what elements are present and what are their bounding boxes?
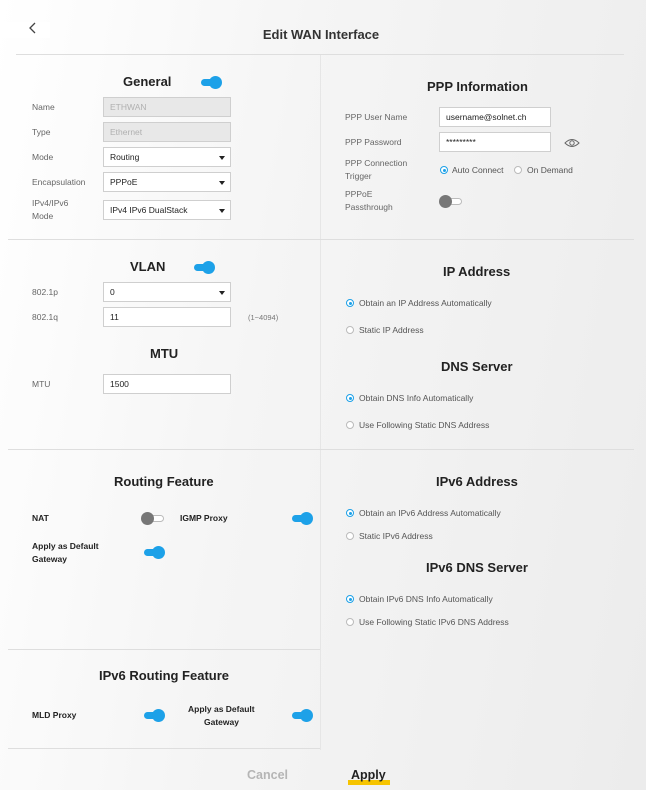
vlan-8021q-label: 802.1q [32,312,58,322]
default-gateway-toggle[interactable] [141,546,165,559]
ip-mode-label-1: IPv4/IPv6 [32,198,69,208]
ip-static-radio[interactable] [346,326,354,334]
vlan-8021q-hint: (1~4094) [248,313,279,322]
mode-label: Mode [32,152,54,162]
dns-title: DNS Server [441,359,513,374]
general-title: General [123,74,172,89]
ipv6-default-gateway-label-1: Apply as Default [188,704,255,714]
type-field[interactable]: Ethernet [103,122,231,142]
mtu-title: MTU [150,346,179,361]
encapsulation-label: Encapsulation [32,177,86,187]
ipv6-dns-auto-radio[interactable] [346,595,354,603]
ipv6-auto-radio[interactable] [346,509,354,517]
caret-down-icon [219,181,225,185]
divider-vlan [8,449,634,450]
ipv6-dns-auto-label: Obtain IPv6 DNS Info Automatically [359,594,493,604]
ipv6-auto-label: Obtain an IPv6 Address Automatically [359,508,501,518]
default-gateway-label-1: Apply as Default [32,541,99,551]
ipv6-address-title: IPv6 Address [436,474,518,489]
vlan-8021p-select[interactable] [103,282,231,302]
ppp-password-label: PPP Password [345,137,402,147]
vlan-8021p-label: 802.1p [32,287,58,297]
pppoe-passthrough-label-2: Passthrough [345,202,393,212]
ppp-user-label: PPP User Name [345,112,408,122]
mld-proxy-toggle[interactable] [141,709,165,722]
dns-static-radio[interactable] [346,421,354,429]
vlan-8021p-select-value: 0 [110,287,115,297]
igmp-proxy-toggle[interactable] [289,512,313,525]
ppp-trigger-label-2: Trigger [345,171,372,181]
ppp-title: PPP Information [427,79,528,94]
mtu-label: MTU [32,379,51,389]
nat-toggle[interactable] [141,512,165,525]
auto-connect-radio[interactable] [440,166,448,174]
general-toggle[interactable] [198,76,222,89]
mode-select[interactable] [103,147,231,167]
on-demand-radio[interactable] [514,166,522,174]
pppoe-passthrough-label-1: PPPoE [345,189,373,199]
dns-static-label: Use Following Static DNS Address [359,420,490,430]
default-gateway-label-2: Gateway [32,554,67,564]
name-field[interactable]: ETHWAN [103,97,231,117]
mode-select-value: Routing [110,152,140,162]
caret-down-icon [219,291,225,295]
type-label: Type [32,127,51,137]
ip-static-label: Static IP Address [359,325,424,335]
on-demand-label: On Demand [527,165,573,175]
ip-auto-label: Obtain an IP Address Automatically [359,298,492,308]
ipv6-dns-title: IPv6 DNS Server [426,560,528,575]
ip-address-title: IP Address [443,264,511,279]
dns-auto-label: Obtain DNS Info Automatically [359,393,474,403]
caret-down-icon [219,209,225,213]
ipv6-static-radio[interactable] [346,532,354,540]
divider-bottom [8,748,320,749]
ipv6-dns-static-label: Use Following Static IPv6 DNS Address [359,617,509,627]
divider-general [8,239,634,240]
ipv6-default-gateway-toggle[interactable] [289,709,313,722]
nat-label: NAT [32,513,49,523]
ppp-password-input[interactable]: ********* [439,132,551,152]
vlan-toggle[interactable] [191,261,215,274]
vlan-title: VLAN [130,259,166,274]
ip-auto-radio[interactable] [346,299,354,307]
auto-connect-label: Auto Connect [452,165,504,175]
dns-auto-radio[interactable] [346,394,354,402]
eye-icon[interactable] [564,136,580,148]
cancel-button[interactable]: Cancel [247,768,288,782]
ipv6-default-gateway-label-2: Gateway [204,717,239,727]
mtu-input[interactable]: 1500 [103,374,231,394]
ppp-trigger-label-1: PPP Connection [345,158,408,168]
encapsulation-select-value: PPPoE [110,177,138,187]
routing-title: Routing Feature [114,474,214,489]
page-title: Edit WAN Interface [262,27,380,42]
mld-proxy-label: MLD Proxy [32,710,77,720]
divider-routing [8,649,320,650]
encapsulation-select[interactable] [103,172,231,192]
caret-down-icon [219,156,225,160]
ppp-user-input[interactable]: username@solnet.ch [439,107,551,127]
ip-mode-select[interactable] [103,200,231,220]
ipv6-routing-title: IPv6 Routing Feature [99,668,230,683]
apply-button[interactable]: Apply [351,768,386,782]
igmp-proxy-label: IGMP Proxy [180,513,228,523]
ip-mode-select-value: IPv4 IPv6 DualStack [110,205,188,215]
ipv6-dns-static-radio[interactable] [346,618,354,626]
name-label: Name [32,102,55,112]
pppoe-passthrough-toggle[interactable] [439,195,463,208]
ipv6-static-label: Static IPv6 Address [359,531,433,541]
divider-vertical [320,55,321,750]
ip-mode-label-2: Mode [32,211,54,221]
vlan-8021q-input[interactable]: 11 [103,307,231,327]
